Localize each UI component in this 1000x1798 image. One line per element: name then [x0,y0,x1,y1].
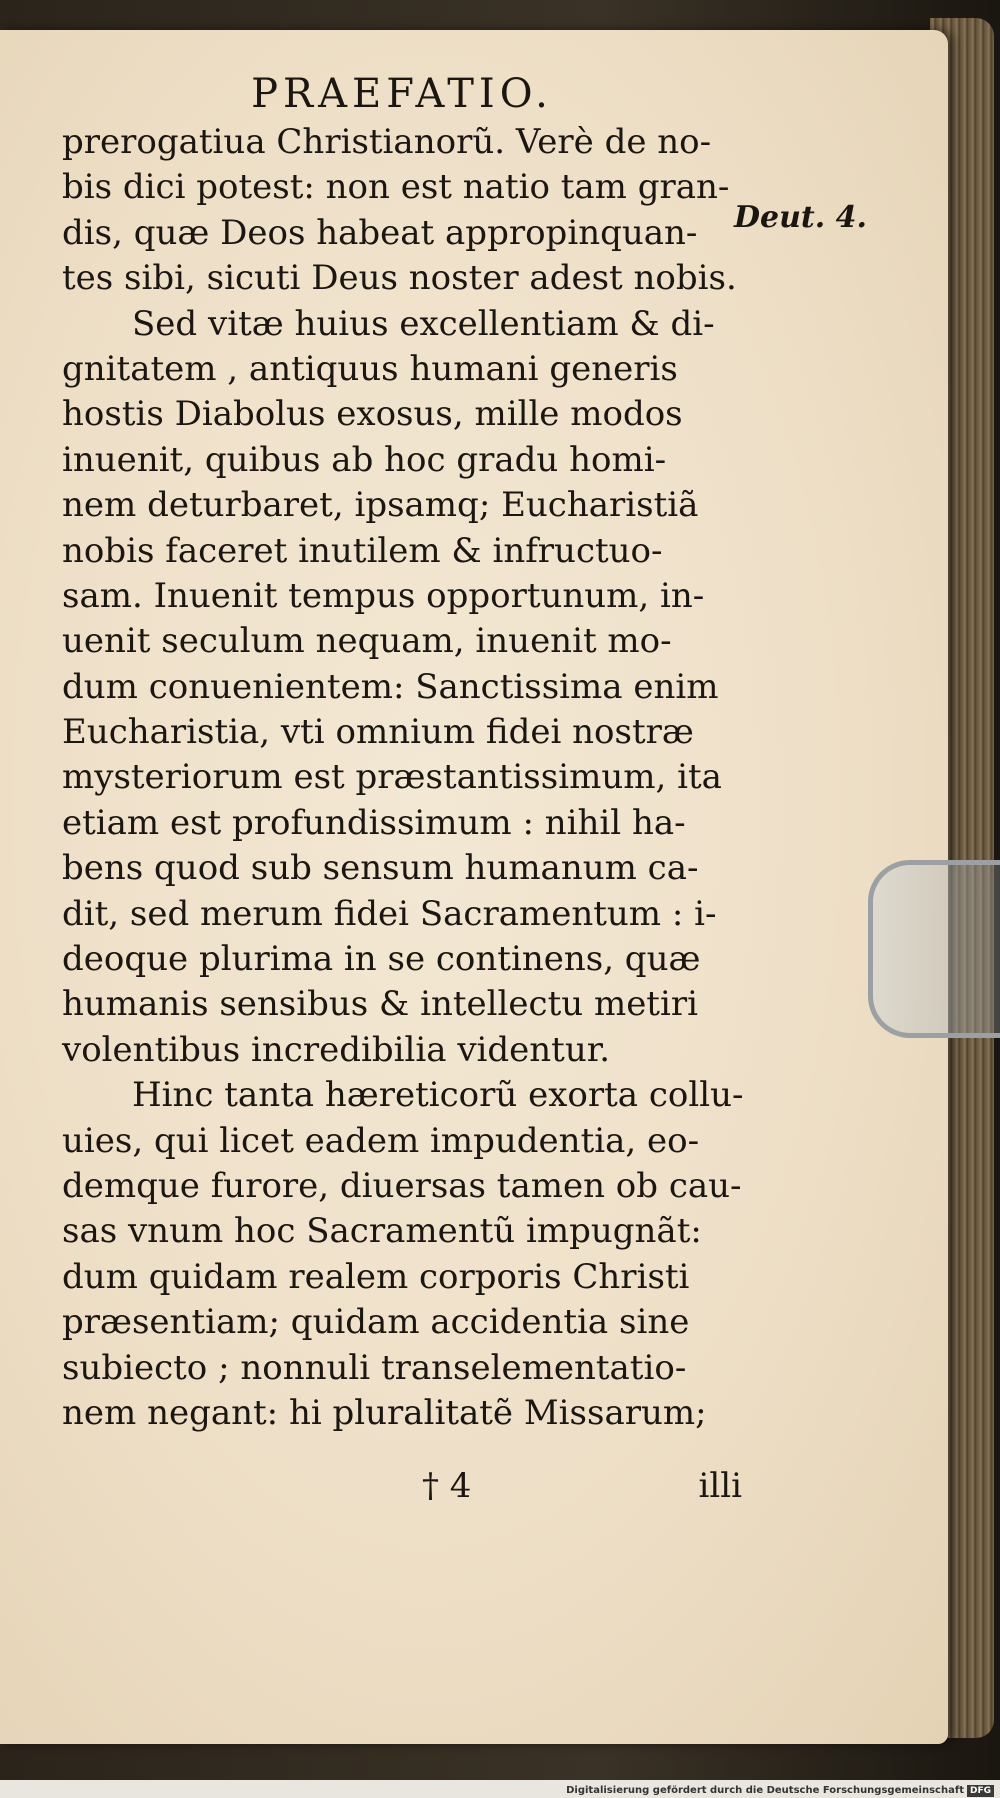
text-line: uenit seculum nequam, inuenit mo- [62,621,672,662]
text-line: uies, qui licet eadem impudentia, eo- [62,1120,700,1161]
digitization-credit [566,1785,994,1797]
text-line: dit, sed merum fidei Sacramentum : i- [62,893,717,934]
text-line: nem deturbaret, ipsamq; Eucharistiã [62,485,699,526]
text-line: dum quidam realem corporis Christi [62,1256,690,1297]
text-line: nem negant: hi pluralitatẽ Missarum; [62,1392,707,1433]
text-line: sas vnum hoc Sacramentũ impugnãt: [62,1211,702,1252]
text-line: dis, quæ Deos habeat appropinquan- [62,212,698,253]
signature-mark: † 4 [422,1466,472,1506]
text-line: etiam est profundissimum : nihil ha- [62,802,686,843]
text-line: mysteriorum est præstantissimum, ita [62,757,722,798]
text-line: bens quod sub sensum humanum ca- [62,848,699,889]
text-line: inuenit, quibus ab hoc gradu homi- [62,439,667,480]
running-head: PRAEFATIO. [251,71,553,117]
text-line: sam. Inuenit tempus opportunum, in- [62,575,705,616]
text-line: deoque plurima in se continens, quæ [62,939,701,980]
book-clip [868,860,1000,1038]
body-text [62,120,742,1436]
text-line: Hinc tanta hæreticorũ exorta collu- [132,1075,744,1116]
credit-text: Digitalisierung gefördert durch die Deutsche Forschungsgemeinschaft [566,1785,964,1796]
text-line: præsentiam; quidam accidentia sine [62,1302,690,1343]
page-footer [62,1466,742,1516]
text-line: demque furore, diuersas tamen ob cau- [62,1165,742,1206]
text-line: nobis faceret inutilem & infructuo- [62,530,663,571]
text-line: Sed vitæ huius excellentiam & di- [132,303,715,344]
text-line: hostis Diabolus exosus, mille modos [62,394,683,435]
text-line: tes sibi, sicuti Deus noster adest nobis. [62,258,737,299]
dfg-logo: DFG [967,1785,994,1797]
credit-bar [0,1780,1000,1798]
text-line: prerogatiua Christianorũ. Verè de no- [62,122,712,162]
marginal-note: Deut. 4. [734,200,867,235]
page-text-block [62,70,742,1436]
text-line: humanis sensibus & intellectu metiri [62,984,698,1025]
text-line: volentibus incredibilia videntur. [62,1029,611,1070]
text-line: subiecto ; nonnuli transelementatio- [62,1347,687,1388]
text-line: bis dici potest: non est natio tam gran- [62,167,730,208]
text-line: gnitatem , antiquus humani generis [62,348,678,389]
text-line: Eucharistia, vti omnium fidei nostræ [62,712,694,753]
catchword: illi [698,1466,742,1506]
text-line: dum conuenientem: Sanctissima enim [62,666,719,707]
